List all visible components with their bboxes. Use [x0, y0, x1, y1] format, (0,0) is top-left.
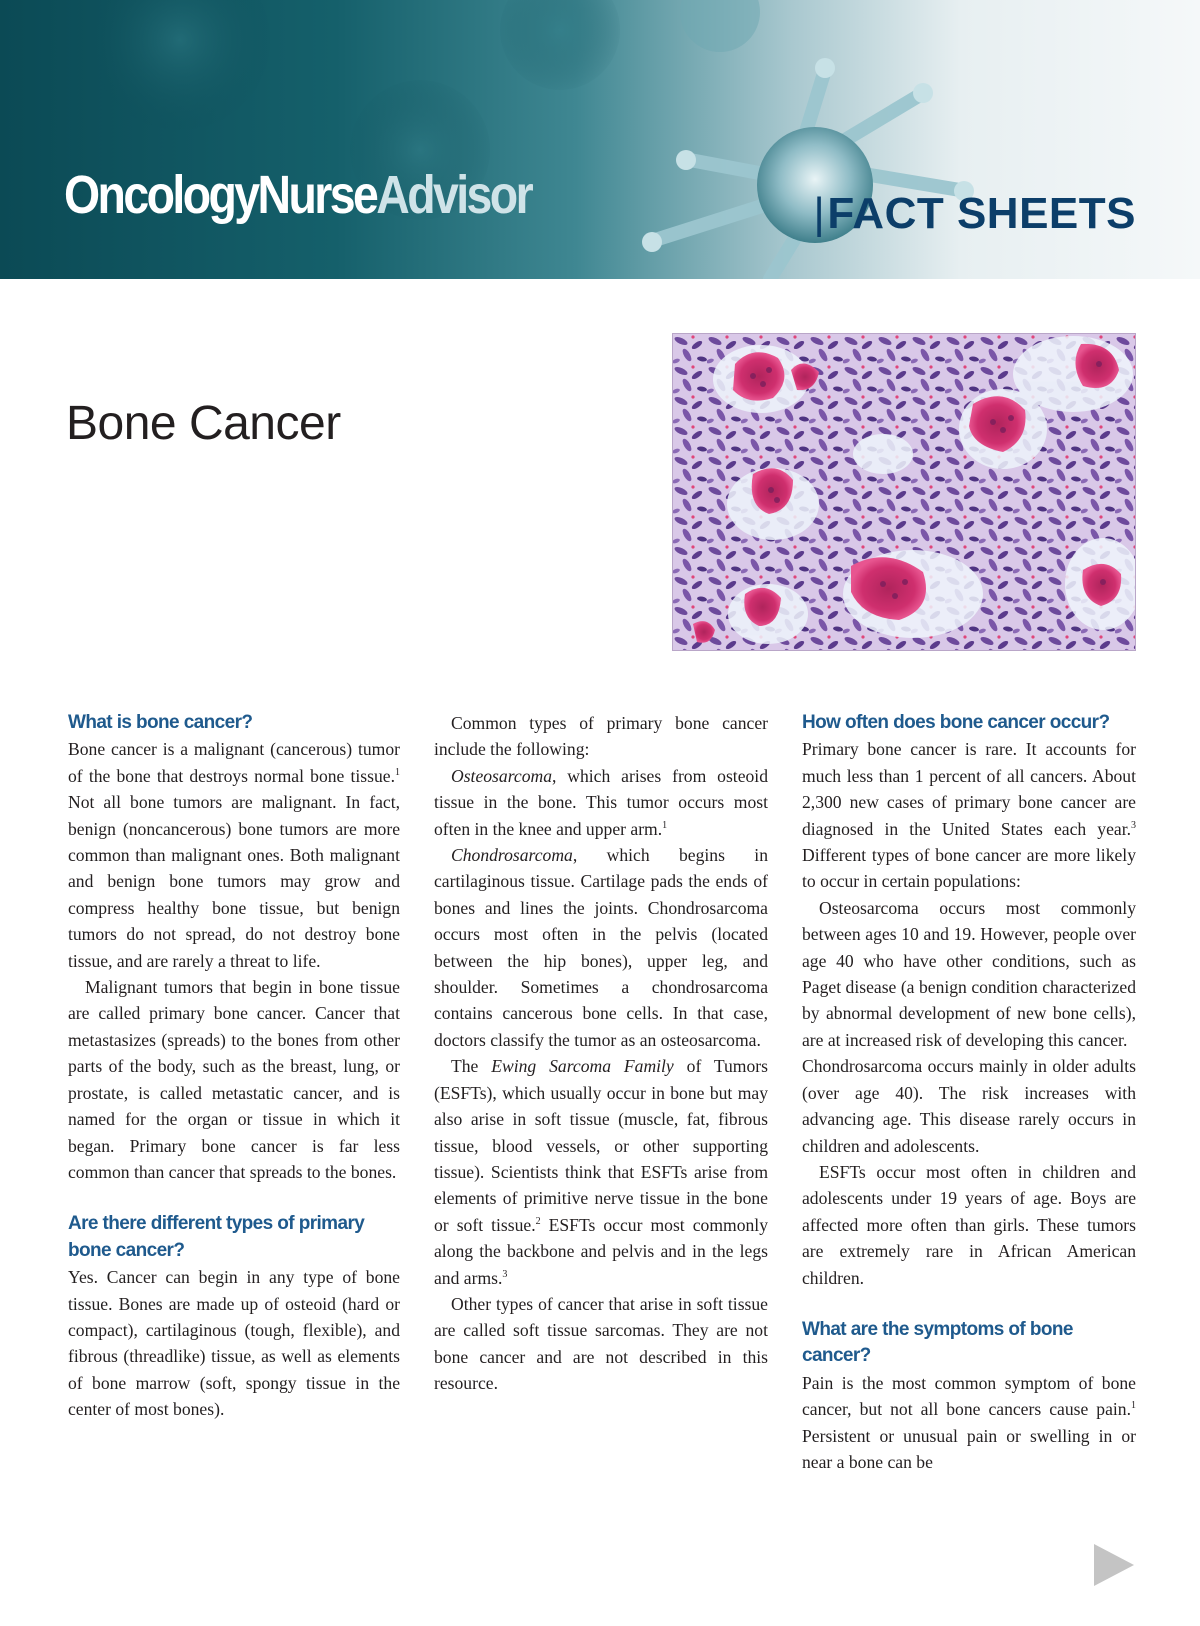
paragraph-chondrosarcoma-ages: Chondrosarcoma occurs mainly in older adults (over age 40). The risk increases with advancing age. This disease rarely occurs in children and adolescents.	[802, 1056, 1136, 1156]
text-run: , which arises from osteoid tissue in the bone. This tumor occurs most often in the knee and upper arm.	[434, 765, 768, 839]
text-run: Bone cancer is a malignant (cancerous) tumor of the bone that destroys normal bone tissue.	[68, 739, 400, 786]
section-divider: |	[813, 189, 826, 238]
text-run: Persistent or unusual pain or swelling in or near a bone can be	[802, 1425, 1136, 1472]
citation: 2	[535, 1215, 541, 1227]
section-label: FACT SHEETS	[827, 189, 1136, 238]
term-ewing-sarcoma-family: Ewing Sarcoma Family	[491, 1056, 674, 1077]
text-run: The	[451, 1056, 492, 1077]
histology-micrograph-icon	[673, 334, 1136, 651]
heading-how-often: How often does bone cancer occur?	[802, 712, 1110, 733]
paragraph-tissue-types: Yes. Cancer can begin in any type of bone tissue. Bones are made up of osteoid (hard or compact), cartilaginous (tough, flexible), and fibrous (threadlike) tissue, as well as elements of bone marrow (soft, spongy tissue in the center of most bones).	[68, 1267, 400, 1420]
heading-symptoms: What are the symptoms of bone cancer?	[802, 1318, 1073, 1367]
brand-logo	[64, 165, 532, 225]
header-banner	[0, 0, 1200, 279]
paragraph-osteosarcoma	[434, 763, 768, 842]
citation: 1	[662, 819, 668, 831]
brand-part-nurse: Nurse	[257, 165, 377, 225]
next-page-arrow-icon[interactable]	[1092, 1542, 1136, 1588]
paragraph-esft-ages: ESFTs occur most often in children and adolescents under 19 years of age. Boys are affected more often than girls. These tumors are extremely rare in African American children.	[802, 1161, 1136, 1288]
text-run: Pain is the most common symptom of bone cancer, but not all bone cancers cause pain.	[802, 1372, 1136, 1420]
column-2	[434, 710, 768, 1397]
text-run: , which begins in cartilaginous tissue. Cartilage pads the ends of bones and lines the joints. Chondrosarcoma occurs most often in the pelvis (located between the hip bones), upper leg, and shoulder. Sometimes a chondrosarcoma contains cancerous bone cells. In that case, doctors classify the tumor as an osteosarcoma.	[434, 845, 768, 1050]
paragraph-primary-vs-metastatic: Malignant tumors that begin in bone tissue are called primary bone cancer. Cancer that metastasizes (spreads) to the bones from other parts of the body, such as the breast, lung, or prostate, is called metastatic cancer, and is named for the organ or tissue in which it began. Primary bone cancer is far less common than cancer that spreads to the bones.	[68, 977, 400, 1182]
paragraph-chondrosarcoma	[434, 842, 768, 1053]
paragraph-common-types-intro: Common types of primary bone cancer include the following:	[434, 713, 768, 760]
brand-part-oncology: Oncology	[64, 165, 258, 225]
paragraph-osteosarcoma-ages: Osteosarcoma occurs most commonly between ages 10 and 19. However, people over age 40 who have other conditions, such as Paget disease (a benign condition characterized by abnormal development of new bone cells), are at increased risk of developing this cancer.	[802, 897, 1136, 1050]
column-1	[68, 710, 400, 1423]
paragraph-soft-tissue-sarcomas: Other types of cancer that arise in soft tissue are called soft tissue sarcomas. They are not bone cancer and are not described in this resource.	[434, 1293, 768, 1394]
histology-image	[672, 333, 1136, 651]
text-run: Not all bone tumors are malignant. In fact, benign (noncancerous) bone tumors are more common than malignant ones. Both malignant and benign bone tumors may grow and compress healthy bone tissue, but benign tumors do not spread, do not destroy bone tissue, and are rarely a threat to life.	[68, 792, 400, 971]
citation: 3	[1131, 819, 1136, 831]
text-run: of Tumors (ESFTs), which usually occur in bone but may also arise in soft tissue (muscle, fat, fibrous tissue, blood vessels, or other supporting tissue). Scientists think that ESFTs arise from elements of primitive nerve tissue in the bone or soft tissue.	[434, 1056, 768, 1235]
citation: 1	[1131, 1400, 1136, 1412]
term-chondrosarcoma: Chondrosarcoma	[451, 845, 573, 866]
heading-what-is-bone-cancer: What is bone cancer?	[68, 712, 253, 733]
heading-types-of-bone-cancer: Are there different types of primary bone cancer?	[68, 1213, 365, 1261]
brand-part-advisor: Advisor	[376, 165, 532, 225]
text-run: Primary bone cancer is rare. It accounts for much less than 1 percent of all cancers. About 2,300 new cases of primary bone cancer are diagnosed in the United States each year.	[802, 739, 1136, 839]
paragraph-incidence	[802, 736, 1136, 894]
column-3	[802, 710, 1136, 1475]
paragraph-definition	[68, 736, 400, 974]
term-osteosarcoma: Osteosarcoma	[451, 765, 552, 786]
text-run: Different types of bone cancer are more likely to occur in certain populations:	[802, 845, 1136, 892]
text-run: ESFTs occur most commonly along the backbone and pelvis and in the legs and arms.	[434, 1214, 768, 1288]
citation: 3	[502, 1268, 508, 1280]
paragraph-ewing-sarcoma	[434, 1053, 768, 1291]
fact-sheets-label	[813, 189, 1136, 238]
citation: 1	[395, 766, 400, 778]
paragraph-symptoms	[802, 1370, 1136, 1476]
page-title: Bone Cancer	[66, 397, 341, 450]
